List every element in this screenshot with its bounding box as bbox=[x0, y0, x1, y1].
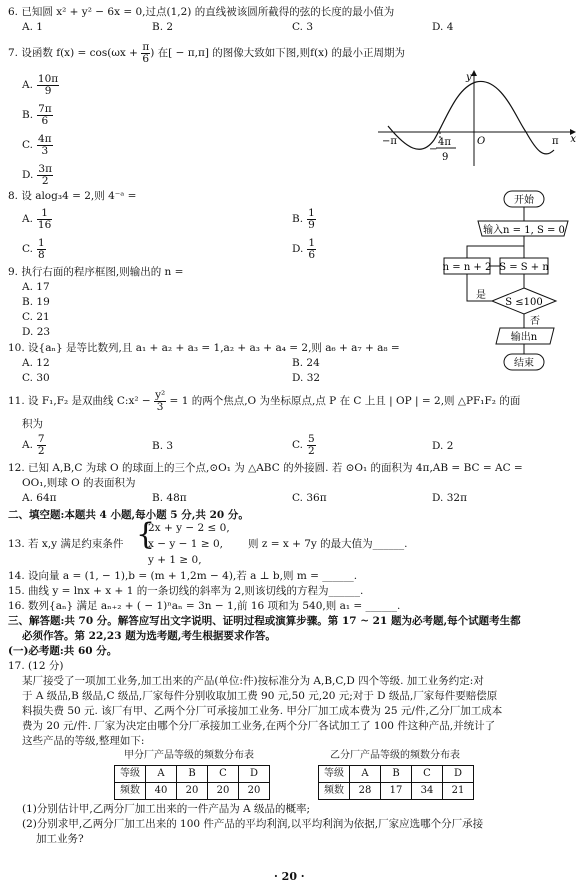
q9-stem: 9. 执行右面的程序框图,则输出的 n = bbox=[8, 266, 184, 278]
table-2-title: 乙分厂产品等级的频数分布表 bbox=[330, 750, 460, 761]
mark-sign: − bbox=[429, 144, 438, 155]
q17-para-1: 某厂接受了一项加工业务,加工出来的产品(单位:件)按标准分为 A,B,C,D 四个等级. 加工业务约定:对 bbox=[22, 675, 484, 687]
table-cell: 20 bbox=[208, 783, 239, 800]
q8-option-a: A. $\frac{1}{16}$ bbox=[22, 207, 52, 231]
table-cell: C bbox=[412, 766, 443, 783]
table-1-header-row bbox=[115, 766, 270, 783]
q17-para-3: 料损失费 50 元. 该厂有甲、乙两个分厂可承接加工业务. 甲分厂加工成本费为 25 元/件,乙分厂加工成本 bbox=[22, 705, 503, 717]
q12-option-b: B. 48π bbox=[152, 492, 187, 504]
table-cell: 34 bbox=[412, 783, 443, 800]
q7-stem-frac: $\frac{\pi}{6}$ bbox=[142, 41, 150, 65]
table-cell: B bbox=[381, 766, 412, 783]
table-1 bbox=[114, 765, 270, 800]
table-2-row bbox=[319, 783, 474, 800]
q15-stem: 15. 曲线 y = lnx + x + 1 的一条切线的斜率为 2,则该切线的方程为______. bbox=[8, 585, 364, 597]
q9-option-a: A. 17 bbox=[22, 281, 50, 293]
cosine-curve bbox=[388, 81, 554, 154]
q7-cosine-graph bbox=[376, 68, 576, 168]
origin-label: O bbox=[477, 136, 486, 147]
q11-option-c: C. $\frac{5}{2}$ bbox=[292, 433, 315, 457]
table-cell: C bbox=[208, 766, 239, 783]
q12-option-d: D. 32π bbox=[432, 492, 467, 504]
q6-option-d: D. 4 bbox=[432, 21, 454, 33]
flow-no-label: 否 bbox=[530, 316, 540, 327]
q17-head: 17. (12 分) bbox=[8, 660, 64, 672]
table-cell: 28 bbox=[350, 783, 381, 800]
q9-option-c: C. 21 bbox=[22, 311, 50, 323]
q11-option-a: A. $\frac{7}{2}$ bbox=[22, 433, 45, 457]
table-cell: 等级 bbox=[319, 766, 350, 783]
q10-option-b: B. 24 bbox=[292, 357, 320, 369]
q7-option-a: A. $\frac{10\pi}{9}$ bbox=[22, 73, 59, 97]
q6-stem: 6. 已知圆 x² + y² − 6x = 0,过点(1,2) 的直线被该圆所截得的弦的长度的最小值为 bbox=[8, 6, 395, 18]
section-2-heading: 二、填空题:本题共 4 小题,每小题 5 分,共 20 分。 bbox=[8, 509, 249, 521]
x-axis-label: x bbox=[570, 134, 576, 145]
q8-option-c: C. $\frac{1}{8}$ bbox=[22, 237, 45, 261]
flow-input-label: 输入n = 1, S = 0 bbox=[483, 225, 565, 236]
table-2 bbox=[318, 765, 474, 800]
q10-option-a: A. 12 bbox=[22, 357, 50, 369]
flow-start-label: 开始 bbox=[514, 195, 534, 206]
q11-stem: 11. 设 F₁,F₂ 是双曲线 C:x² − $\frac{\text{y²}}{3}$ = 1 的两个焦点,O 为坐标原点,点 P 在 C 上且 | OP | = 2,则 △PF₁F₂ 的面 bbox=[8, 389, 521, 413]
q17-para-4: 费为 20 元/件. 厂家为决定由哪个分厂承接加工业务,在两个分厂各试加工了 100 件这种产品,并统计了 bbox=[22, 720, 496, 732]
flow-s-update-label: S = S + n bbox=[499, 262, 549, 273]
table-cell: 等级 bbox=[115, 766, 146, 783]
q13-post: 则 z = x + 7y 的最大值为______. bbox=[248, 538, 408, 550]
table-cell: 20 bbox=[177, 783, 208, 800]
flow-output-label: 输出n bbox=[510, 332, 538, 343]
y-axis-arrow bbox=[471, 70, 477, 76]
q10-option-d: D. 32 bbox=[292, 372, 321, 384]
q6-option-c: C. 3 bbox=[292, 21, 314, 33]
flow-condition-label: S ≤100 bbox=[505, 297, 543, 308]
q11-option-d: D. 2 bbox=[432, 440, 454, 452]
pi-label: π bbox=[552, 136, 559, 147]
q13-constraint-3: y + 1 ≥ 0, bbox=[148, 554, 202, 566]
q14-stem: 14. 设向量 a = (1, − 1),b = (m + 1,2m − 4),若 a ⊥ b,则 m = ______. bbox=[8, 570, 358, 582]
q10-option-c: C. 30 bbox=[22, 372, 50, 384]
q9-option-b: B. 19 bbox=[22, 296, 50, 308]
table-1-row bbox=[115, 783, 270, 800]
table-cell: 频数 bbox=[115, 783, 146, 800]
table-cell: 40 bbox=[146, 783, 177, 800]
q7-stem-pre: 7. 设函数 f(x) = cos(ωx + bbox=[8, 47, 142, 59]
table-cell: B bbox=[177, 766, 208, 783]
mark-numerator: 4π bbox=[438, 137, 451, 148]
table-cell: D bbox=[443, 766, 474, 783]
table-cell: D bbox=[239, 766, 270, 783]
q17-para-2: 于 A 级品,B 级品,C 级品,厂家每件分别收取加工费 90 元,50 元,20 元;对于 D 级品,厂家每件要赔偿原 bbox=[22, 690, 498, 702]
q13-pre: 13. 若 x,y 满足约束条件 bbox=[8, 538, 124, 550]
q8-option-d: D. $\frac{1}{6}$ bbox=[292, 237, 316, 261]
section-3-heading: 三、解答题:共 70 分。解答应写出文字说明、证明过程或演算步骤。第 17 ~ 21 题为必考题,每个试题考生都 bbox=[8, 615, 521, 627]
q13-constraint-1: 2x + y − 2 ≤ 0, bbox=[148, 522, 230, 534]
q8-option-b: B. $\frac{1}{9}$ bbox=[292, 207, 315, 231]
section-3-required: (一)必考题:共 60 分。 bbox=[8, 645, 118, 657]
table-cell: 21 bbox=[443, 783, 474, 800]
q11-stem-cont: 积为 bbox=[22, 418, 43, 430]
page-number: · 20 · bbox=[274, 870, 305, 883]
q12-option-a: A. 64π bbox=[22, 492, 57, 504]
section-3-heading-cont: 必须作答。第 22,23 题为选考题,考生根据要求作答。 bbox=[22, 630, 276, 642]
q6-option-b: B. 2 bbox=[152, 21, 174, 33]
q6-option-a: A. 1 bbox=[22, 21, 43, 33]
q7-option-b: B. $\frac{7\pi}{6}$ bbox=[22, 103, 52, 127]
q7-option-c: C. $\frac{4\pi}{3}$ bbox=[22, 133, 52, 157]
q12-option-c: C. 36π bbox=[292, 492, 327, 504]
table-cell: 17 bbox=[381, 783, 412, 800]
q11-option-b: B. 3 bbox=[152, 440, 174, 452]
q7-stem bbox=[8, 42, 405, 64]
neg-pi-label: −π bbox=[382, 136, 397, 147]
q17-sub-2: (2)分别求甲,乙两分厂加工出来的 100 件产品的平均利润,以平均利润为依据,厂家应选哪个分厂承接 bbox=[22, 818, 484, 830]
q7-stem-post: ) 在[ − π,π] 的图像大致如下图,则f(x) 的最小正周期为 bbox=[150, 47, 405, 59]
q12-stem: 12. 已知 A,B,C 为球 O 的球面上的三个点,⊙O₁ 为 △ABC 的外接圆. 若 ⊙O₁ 的面积为 4π,AB = BC = AC = bbox=[8, 462, 523, 474]
q16-stem: 16. 数列{aₙ} 满足 aₙ₊₂ + ( − 1)ⁿaₙ = 3n − 1,前 16 项和为 540,则 a₁ = ______. bbox=[8, 600, 401, 612]
q12-stem-cont: OO₁,则球 O 的表面积为 bbox=[22, 477, 136, 489]
table-1-title: 甲分厂产品等级的频数分布表 bbox=[124, 750, 254, 761]
q10-stem: 10. 设{aₙ} 是等比数列,且 a₁ + a₂ + a₃ = 1,a₂ + a₃ + a₄ = 2,则 a₆ + a₇ + a₈ = bbox=[8, 342, 400, 354]
q13-constraint-2: x − y − 1 ≥ 0, bbox=[148, 538, 223, 550]
q8-stem: 8. 设 alog₃4 = 2,则 4⁻ᵃ = bbox=[8, 190, 137, 202]
table-cell: 频数 bbox=[319, 783, 350, 800]
flow-yes-label: 是 bbox=[476, 290, 486, 301]
y-axis-label: y bbox=[466, 72, 472, 83]
q17-sub-2-cont: 加工业务? bbox=[36, 833, 84, 845]
table-cell: A bbox=[146, 766, 177, 783]
q13-brace: { bbox=[136, 517, 156, 552]
program-flowchart bbox=[440, 188, 580, 378]
q17-sub-1: (1)分别估计甲,乙两分厂加工出来的一件产品为 A 级品的概率; bbox=[22, 803, 311, 815]
flow-n-update-label: n = n + 2 bbox=[442, 262, 492, 273]
table-cell: A bbox=[350, 766, 381, 783]
flow-end-label: 结束 bbox=[514, 358, 534, 369]
mark-denominator: 9 bbox=[442, 152, 449, 163]
q17-para-5: 这些产品的等级,整理如下: bbox=[22, 735, 145, 747]
table-2-header-row bbox=[319, 766, 474, 783]
table-cell: 20 bbox=[239, 783, 270, 800]
q7-option-d: D. $\frac{3\pi}{2}$ bbox=[22, 163, 52, 187]
q9-option-d: D. 23 bbox=[22, 326, 51, 338]
